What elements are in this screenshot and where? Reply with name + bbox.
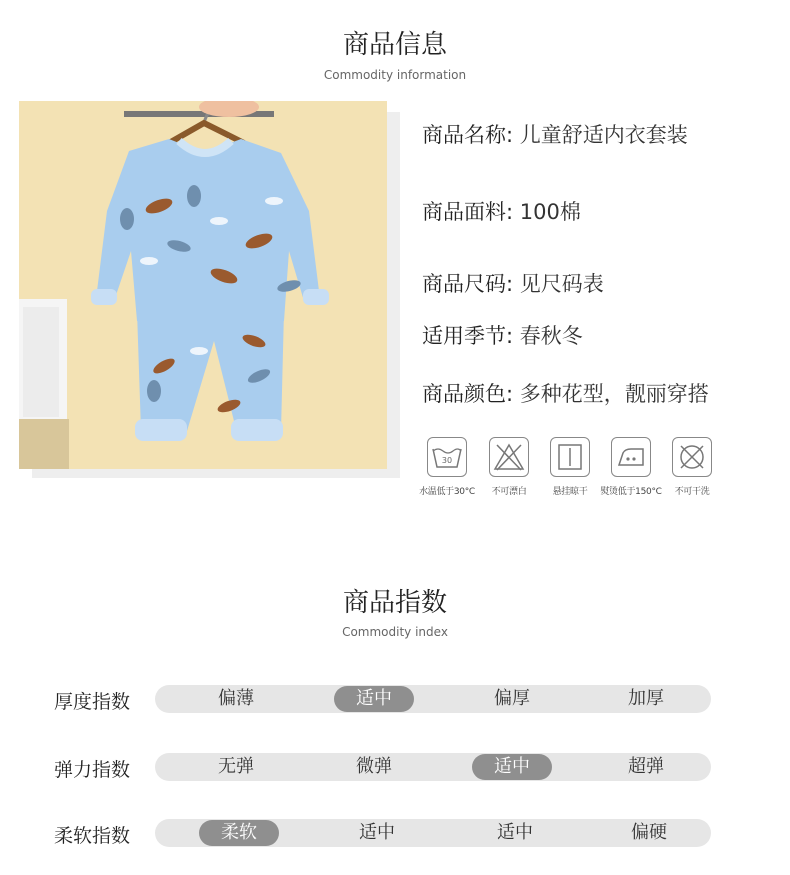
wash-temp-mark: 30: [441, 456, 453, 465]
care-item-wash: [416, 437, 478, 497]
wash-30-icon: [427, 437, 467, 477]
index-option: 适中: [359, 822, 395, 843]
care-item-hang: [539, 437, 601, 497]
index-option: 偏厚: [494, 688, 530, 709]
care-caption: 不可干洗: [674, 487, 710, 497]
index-bar-thickness: [155, 685, 711, 713]
info-season-row: [422, 320, 583, 350]
care-item-iron: [600, 437, 662, 497]
index-option: 适中: [497, 822, 533, 843]
info-name-row: [422, 119, 688, 149]
index-label-softness: 柔软指数: [54, 825, 131, 847]
index-label-elasticity: 弹力指数: [54, 759, 131, 781]
product-photo: [19, 101, 387, 469]
section-title-info: 商品信息: [342, 30, 447, 60]
index-label-thickness: 厚度指数: [54, 691, 131, 713]
info-label: 适用季节:: [422, 324, 514, 348]
index-option: 加厚: [628, 688, 664, 709]
info-fabric-row: [422, 196, 581, 226]
info-value: 儿童舒适内衣套装: [519, 123, 688, 147]
info-value: 春秋冬: [519, 324, 583, 348]
index-option: 偏硬: [631, 822, 667, 843]
care-caption: 悬挂晾干: [552, 487, 588, 497]
info-color-row: [422, 378, 709, 408]
index-bar-softness: [155, 819, 711, 847]
index-option-selected: 适中: [334, 686, 414, 712]
index-bar-elasticity: [155, 753, 711, 781]
info-value: 多种花型，靓丽穿搭: [519, 382, 709, 406]
info-value: 100棉: [519, 200, 581, 224]
hang-dry-icon: [550, 437, 590, 477]
index-option-selected: 适中: [472, 754, 552, 780]
iron-150-icon: [611, 437, 651, 477]
no-bleach-icon: [489, 437, 529, 477]
index-option: 微弹: [356, 756, 392, 777]
info-size-row: [422, 268, 604, 298]
info-label: 商品名称:: [422, 123, 514, 147]
info-label: 商品颜色:: [422, 382, 514, 406]
info-label: 商品尺码:: [422, 272, 514, 296]
section-subtitle-info: Commodity information: [323, 68, 467, 82]
no-dry-clean-icon: [672, 437, 712, 477]
index-option: 偏薄: [218, 688, 254, 709]
index-option-selected: 柔软: [199, 820, 279, 846]
info-value: 见尺码表: [519, 272, 604, 296]
index-option: 超弹: [628, 756, 664, 777]
section-title-index: 商品指数: [342, 588, 447, 618]
care-caption: 水温低于30°C: [419, 487, 475, 497]
section-subtitle-index: Commodity index: [342, 625, 448, 639]
care-item-dryclean: [661, 437, 723, 497]
care-item-bleach: [478, 437, 540, 497]
info-label: 商品面料:: [422, 200, 514, 224]
index-option: 无弹: [218, 756, 254, 777]
care-caption: 熨烫低于150°C: [600, 487, 662, 497]
care-caption: 不可漂白: [491, 487, 527, 497]
